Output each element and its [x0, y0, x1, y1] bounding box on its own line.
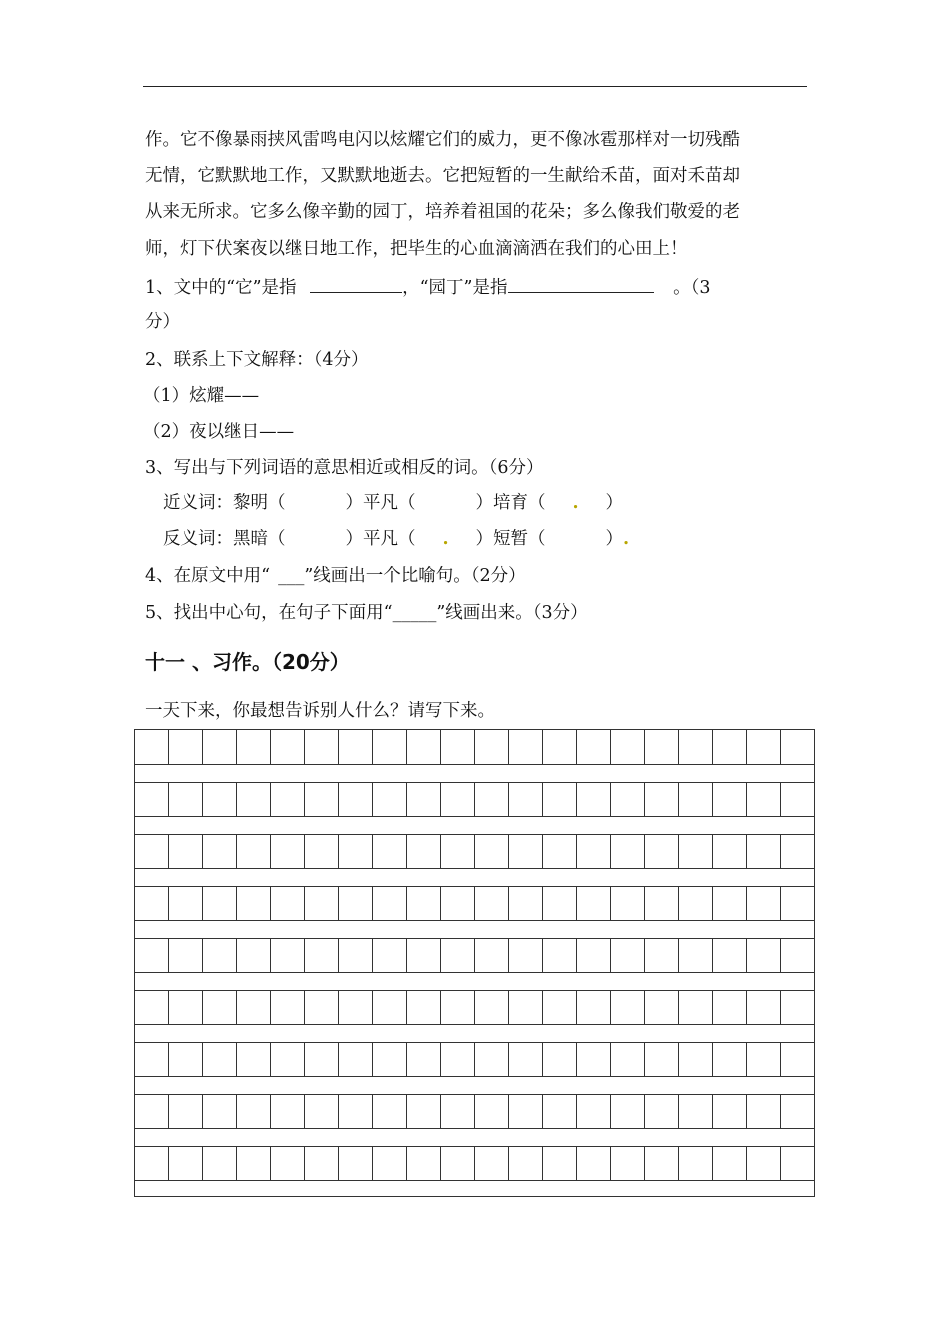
q3-syn-word-1: 黎明（ — [233, 493, 286, 513]
grid-cell[interactable] — [746, 783, 780, 816]
grid-cell[interactable] — [678, 730, 712, 764]
grid-cell[interactable] — [440, 1147, 474, 1180]
grid-cell[interactable] — [746, 730, 780, 764]
grid-cell[interactable] — [168, 991, 202, 1024]
grid-cell[interactable] — [236, 835, 270, 868]
grid-cell[interactable] — [508, 939, 542, 972]
grid-cell[interactable] — [372, 1147, 406, 1180]
grid-cell[interactable] — [474, 991, 508, 1024]
grid-cell[interactable] — [508, 1147, 542, 1180]
grid-cell[interactable] — [338, 991, 372, 1024]
grid-cell[interactable] — [236, 887, 270, 920]
grid-row — [135, 990, 814, 1025]
grid-cell[interactable] — [135, 1147, 168, 1180]
grid-cell[interactable] — [542, 835, 576, 868]
grid-cell[interactable] — [135, 887, 168, 920]
grid-cell[interactable] — [338, 1147, 372, 1180]
grid-cell[interactable] — [678, 991, 712, 1024]
grid-cell[interactable] — [780, 783, 814, 816]
q2-item-2: （2）夜以继日—— — [143, 422, 295, 442]
grid-cell[interactable] — [780, 991, 814, 1024]
grid-cell[interactable] — [338, 887, 372, 920]
grid-cell[interactable] — [712, 1095, 746, 1128]
grid-cell[interactable] — [236, 939, 270, 972]
grid-cell[interactable] — [474, 1147, 508, 1180]
q5-text-c: ”线画出来。（3分） — [436, 603, 588, 623]
passage-line-1: 作。它不像暴雨挟风雷鸣电闪以炫耀它们的威力，更不像冰雹那样对一切残酷 — [145, 130, 740, 150]
grid-cell[interactable] — [474, 1095, 508, 1128]
q4-text-c: ”线画出一个比喻句。（2分） — [304, 566, 526, 586]
grid-cell[interactable] — [372, 887, 406, 920]
grid-cell[interactable] — [270, 783, 304, 816]
q4-underline-sample: ___ — [278, 566, 305, 586]
grid-cell[interactable] — [304, 1043, 338, 1076]
question-1 — [145, 274, 710, 300]
grid-cell[interactable] — [304, 1147, 338, 1180]
grid-cell[interactable] — [202, 991, 236, 1024]
grid-cell[interactable] — [712, 991, 746, 1024]
grid-cell[interactable] — [406, 730, 440, 764]
grid-cell[interactable] — [135, 1043, 168, 1076]
grid-cell[interactable] — [168, 783, 202, 816]
grid-cell[interactable] — [576, 887, 610, 920]
grid-cell[interactable] — [236, 1095, 270, 1128]
grid-cell[interactable] — [610, 991, 644, 1024]
grid-cell[interactable] — [135, 991, 168, 1024]
grid-cell[interactable] — [304, 887, 338, 920]
section-heading: 十一 、习作。（20分） — [145, 650, 350, 674]
grid-cell[interactable] — [644, 939, 678, 972]
q3-ant-dot-1: . — [442, 529, 449, 549]
grid-cell[interactable] — [576, 730, 610, 764]
grid-row — [135, 1094, 814, 1129]
grid-cell[interactable] — [304, 1095, 338, 1128]
grid-cell[interactable] — [746, 1095, 780, 1128]
q3-ant-word-2: ）平凡（ — [345, 529, 416, 549]
grid-cell[interactable] — [406, 783, 440, 816]
grid-cell[interactable] — [576, 939, 610, 972]
grid-cell[interactable] — [542, 783, 576, 816]
grid-cell[interactable] — [508, 887, 542, 920]
grid-row — [135, 730, 814, 765]
q1-blank-2[interactable] — [508, 274, 654, 293]
grid-cell[interactable] — [474, 887, 508, 920]
grid-cell[interactable] — [406, 887, 440, 920]
grid-cell[interactable] — [746, 1147, 780, 1180]
grid-cell[interactable] — [746, 991, 780, 1024]
grid-cell[interactable] — [542, 1147, 576, 1180]
grid-cell[interactable] — [270, 991, 304, 1024]
q3-antonyms — [163, 527, 629, 551]
grid-cell[interactable] — [338, 939, 372, 972]
grid-cell[interactable] — [406, 939, 440, 972]
grid-cell[interactable] — [202, 887, 236, 920]
grid-row — [135, 938, 814, 973]
q1-score-tail: 分） — [145, 312, 180, 332]
question-2-title: 2、联系上下文解释：（4分） — [145, 350, 369, 370]
grid-cell[interactable] — [508, 1095, 542, 1128]
grid-cell[interactable] — [712, 783, 746, 816]
q3-ant-dot-2: . — [623, 529, 630, 549]
grid-cell[interactable] — [610, 1043, 644, 1076]
q3-ant-blank-2[interactable] — [416, 527, 476, 551]
q1-text-c: 。（3 — [673, 278, 711, 298]
grid-cell[interactable] — [712, 730, 746, 764]
grid-cell[interactable] — [474, 730, 508, 764]
grid-cell[interactable] — [746, 835, 780, 868]
grid-cell[interactable] — [678, 887, 712, 920]
q3-syn-dot: . — [572, 493, 579, 513]
grid-cell[interactable] — [338, 1043, 372, 1076]
q5-text-a: 5、找出中心句，在句子下面用“ — [145, 603, 393, 623]
grid-cell[interactable] — [406, 1095, 440, 1128]
grid-cell[interactable] — [372, 1043, 406, 1076]
grid-cell[interactable] — [440, 1095, 474, 1128]
passage-line-4: 师，灯下伏案夜以继日地工作，把毕生的心血滴滴洒在我们的心田上！ — [145, 239, 688, 259]
q1-text-a: 1、文中的“它”是指 — [145, 278, 297, 298]
grid-cell[interactable] — [406, 1043, 440, 1076]
grid-cell[interactable] — [372, 939, 406, 972]
grid-cell[interactable] — [406, 1147, 440, 1180]
grid-cell[interactable] — [168, 939, 202, 972]
q3-syn-blank-3[interactable] — [546, 491, 606, 515]
q3-ant-word-1: 黑暗（ — [233, 529, 286, 549]
grid-cell[interactable] — [270, 1095, 304, 1128]
writing-grid[interactable] — [134, 729, 815, 1197]
grid-cell[interactable] — [406, 835, 440, 868]
q3-syn-label: 近义词： — [163, 493, 233, 513]
grid-cell[interactable] — [236, 991, 270, 1024]
grid-cell[interactable] — [440, 991, 474, 1024]
grid-cell[interactable] — [135, 1095, 168, 1128]
grid-cell[interactable] — [236, 1043, 270, 1076]
grid-cell[interactable] — [610, 1147, 644, 1180]
grid-cell[interactable] — [508, 730, 542, 764]
grid-cell[interactable] — [780, 887, 814, 920]
grid-cell[interactable] — [135, 835, 168, 868]
grid-cell[interactable] — [712, 1043, 746, 1076]
q3-syn-word-2: ）平凡（ — [345, 493, 416, 513]
grid-row — [135, 1042, 814, 1077]
grid-cell[interactable] — [508, 783, 542, 816]
q3-syn-word-3: ）培育（ — [475, 493, 546, 513]
grid-cell[interactable] — [780, 730, 814, 764]
grid-cell[interactable] — [474, 939, 508, 972]
grid-cell[interactable] — [270, 835, 304, 868]
grid-cell[interactable] — [168, 1147, 202, 1180]
grid-cell[interactable] — [304, 730, 338, 764]
grid-cell[interactable] — [610, 1095, 644, 1128]
grid-cell[interactable] — [168, 835, 202, 868]
grid-cell[interactable] — [236, 1147, 270, 1180]
q3-syn-word-4: ） — [605, 493, 623, 513]
grid-cell[interactable] — [270, 939, 304, 972]
grid-cell[interactable] — [644, 835, 678, 868]
grid-cell[interactable] — [780, 1043, 814, 1076]
grid-cell[interactable] — [746, 887, 780, 920]
grid-cell[interactable] — [644, 783, 678, 816]
grid-cell[interactable] — [780, 835, 814, 868]
passage-line-2: 无情，它默默地工作，又默默地逝去。它把短暂的一生献给禾苗，面对禾苗却 — [145, 166, 740, 186]
grid-cell[interactable] — [576, 783, 610, 816]
q3-ant-word-4: ） — [605, 529, 623, 549]
grid-cell[interactable] — [236, 783, 270, 816]
grid-cell[interactable] — [508, 991, 542, 1024]
grid-cell[interactable] — [678, 1095, 712, 1128]
grid-cell[interactable] — [372, 835, 406, 868]
grid-row — [135, 834, 814, 869]
grid-cell[interactable] — [202, 939, 236, 972]
grid-cell[interactable] — [576, 1043, 610, 1076]
grid-row — [135, 1146, 814, 1181]
grid-cell[interactable] — [474, 835, 508, 868]
grid-cell[interactable] — [135, 783, 168, 816]
grid-cell[interactable] — [202, 835, 236, 868]
grid-cell[interactable] — [508, 1043, 542, 1076]
grid-cell[interactable] — [610, 835, 644, 868]
grid-cell[interactable] — [746, 1043, 780, 1076]
grid-cell[interactable] — [542, 1095, 576, 1128]
grid-cell[interactable] — [372, 783, 406, 816]
grid-cell[interactable] — [168, 730, 202, 764]
grid-cell[interactable] — [372, 991, 406, 1024]
grid-cell[interactable] — [712, 1147, 746, 1180]
q3-synonyms — [163, 491, 623, 515]
grid-cell[interactable] — [338, 783, 372, 816]
q3-ant-label: 反义词： — [163, 529, 233, 549]
grid-cell[interactable] — [440, 783, 474, 816]
grid-cell[interactable] — [474, 1043, 508, 1076]
grid-cell[interactable] — [202, 730, 236, 764]
grid-cell[interactable] — [610, 939, 644, 972]
grid-cell[interactable] — [304, 835, 338, 868]
grid-cell[interactable] — [338, 730, 372, 764]
grid-cell[interactable] — [644, 1043, 678, 1076]
grid-cell[interactable] — [202, 1095, 236, 1128]
question-4 — [145, 564, 526, 588]
grid-cell[interactable] — [270, 1147, 304, 1180]
grid-row — [135, 886, 814, 921]
grid-cell[interactable] — [712, 835, 746, 868]
q3-ant-word-3: ）短暂（ — [475, 529, 546, 549]
grid-cell[interactable] — [576, 1095, 610, 1128]
grid-cell[interactable] — [202, 1043, 236, 1076]
grid-cell[interactable] — [542, 939, 576, 972]
grid-cell[interactable] — [202, 783, 236, 816]
grid-cell[interactable] — [474, 783, 508, 816]
grid-cell[interactable] — [202, 1147, 236, 1180]
grid-cell[interactable] — [440, 939, 474, 972]
grid-cell[interactable] — [678, 1043, 712, 1076]
grid-cell[interactable] — [678, 939, 712, 972]
grid-cell[interactable] — [440, 1043, 474, 1076]
grid-cell[interactable] — [644, 730, 678, 764]
grid-cell[interactable] — [576, 991, 610, 1024]
composition-prompt: 一天下来，你最想告诉别人什么？请写下来。 — [145, 701, 495, 721]
grid-cell[interactable] — [610, 783, 644, 816]
grid-cell[interactable] — [678, 835, 712, 868]
grid-cell[interactable] — [440, 835, 474, 868]
grid-cell[interactable] — [304, 783, 338, 816]
q4-text-a: 4、在原文中用“ — [145, 566, 271, 586]
q1-text-b: ，“园丁”是指 — [402, 278, 508, 298]
grid-cell[interactable] — [780, 939, 814, 972]
grid-cell[interactable] — [610, 887, 644, 920]
grid-cell[interactable] — [135, 939, 168, 972]
grid-cell[interactable] — [372, 1095, 406, 1128]
grid-cell[interactable] — [168, 887, 202, 920]
top-rule — [143, 86, 807, 87]
grid-cell[interactable] — [135, 730, 168, 764]
grid-cell[interactable] — [508, 835, 542, 868]
grid-cell[interactable] — [406, 991, 440, 1024]
question-3-title: 3、写出与下列词语的意思相近或相反的词。（6分） — [145, 458, 544, 478]
grid-cell[interactable] — [372, 730, 406, 764]
grid-cell[interactable] — [304, 939, 338, 972]
grid-cell[interactable] — [780, 1147, 814, 1180]
q5-underline-sample: _____ — [392, 603, 437, 623]
grid-cell[interactable] — [610, 730, 644, 764]
passage-line-3: 从来无所求。它多么像辛勤的园丁，培养着祖国的花朵；多么像我们敬爱的老 — [145, 202, 740, 222]
grid-cell[interactable] — [338, 835, 372, 868]
grid-cell[interactable] — [576, 1147, 610, 1180]
q1-blank-1[interactable] — [310, 274, 402, 293]
grid-cell[interactable] — [440, 887, 474, 920]
grid-cell[interactable] — [576, 835, 610, 868]
grid-cell[interactable] — [304, 991, 338, 1024]
q2-item-1: （1）炫耀—— — [143, 386, 260, 406]
grid-cell[interactable] — [270, 887, 304, 920]
grid-cell[interactable] — [542, 991, 576, 1024]
grid-cell[interactable] — [236, 730, 270, 764]
grid-cell[interactable] — [542, 887, 576, 920]
grid-cell[interactable] — [440, 730, 474, 764]
grid-cell[interactable] — [644, 1095, 678, 1128]
grid-cell[interactable] — [644, 991, 678, 1024]
grid-row — [135, 782, 814, 817]
grid-cell[interactable] — [270, 730, 304, 764]
grid-cell[interactable] — [780, 1095, 814, 1128]
grid-cell[interactable] — [644, 1147, 678, 1180]
grid-cell[interactable] — [712, 887, 746, 920]
grid-cell[interactable] — [678, 783, 712, 816]
grid-cell[interactable] — [712, 939, 746, 972]
grid-cell[interactable] — [678, 1147, 712, 1180]
grid-cell[interactable] — [746, 939, 780, 972]
grid-cell[interactable] — [644, 887, 678, 920]
grid-cell[interactable] — [168, 1095, 202, 1128]
grid-cell[interactable] — [270, 1043, 304, 1076]
question-5 — [145, 601, 588, 625]
grid-cell[interactable] — [542, 1043, 576, 1076]
grid-cell[interactable] — [338, 1095, 372, 1128]
grid-cell[interactable] — [168, 1043, 202, 1076]
grid-cell[interactable] — [542, 730, 576, 764]
